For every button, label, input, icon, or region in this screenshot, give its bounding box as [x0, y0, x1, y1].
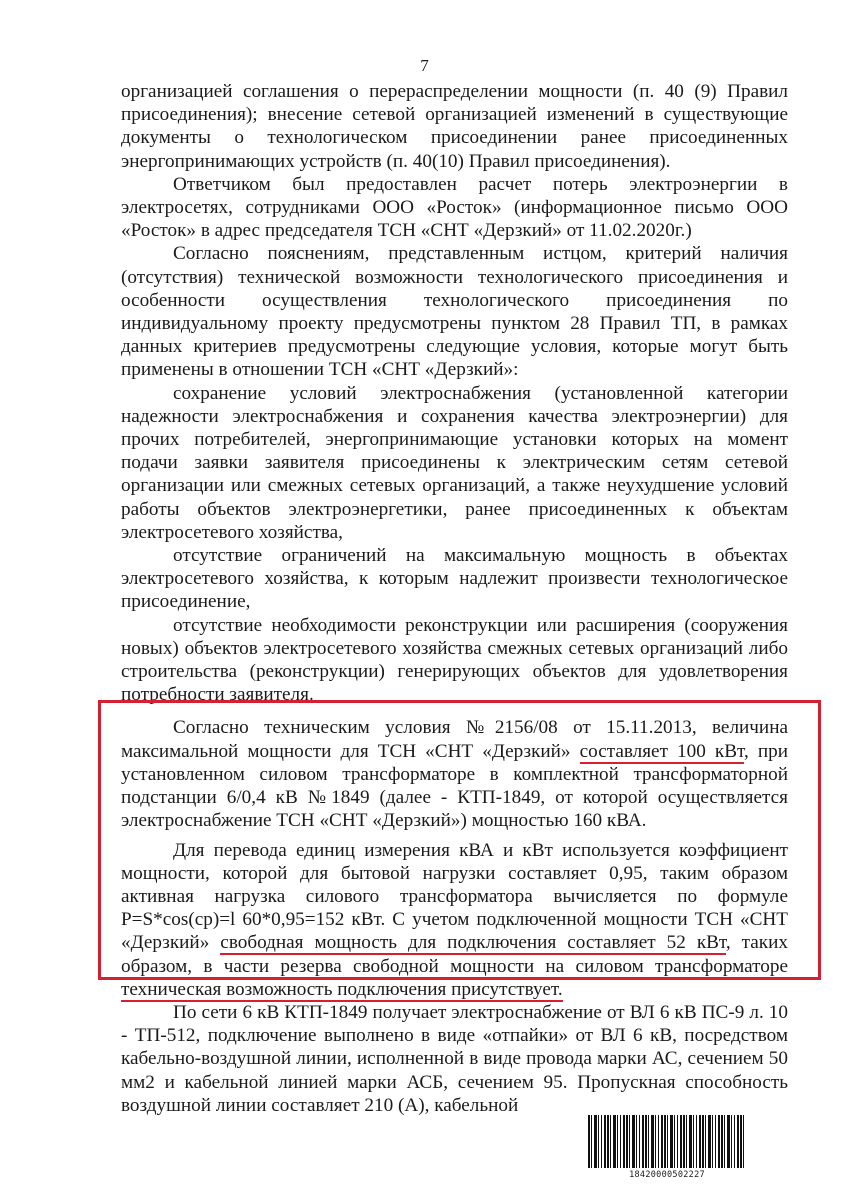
paragraph-2: Ответчиком был предоставлен расчет потерь электроэнергии в электросетях, сотрудниками ООО «Росток» (информационное письмо ООО «Росток» в адрес председателя ТСН «СНТ «Дерзкий» от 11.02.2020г.): [121, 173, 788, 242]
paragraph-4: сохранение условий электроснабжения (установленной категории надежности электроснабжения и сохранения качества электроэнергии) для прочих потребителей, энергопринимающие установки которых на момент подачи заявки заявителя присоединены к электрическим сетям сетевой организации или смежных сетевых организаций, а также неухудшение условий работы объектов электроэнергетики, ранее присоединенных к объектам электросетевого хозяйства,: [121, 382, 788, 543]
technical-possibility-underline: техническая возможность подключения присутствует.: [121, 978, 563, 1000]
paragraph-3: Согласно пояснениям, представленным истцом, критерий наличия (отсутствия) технической возможности технологического присоединения и особенности осуществления технологического присоединения по индивидуальному проекту предусмотрены пунктом 28 Правил ТП, в рамках данных критериев предусмотрены следующие условия, которые могут быть применены в отношении ТСН «СНТ «Дерзкий»:: [121, 243, 788, 381]
barcode-bars: [588, 1115, 746, 1168]
paragraph-8-text-b: , таких образом, в части резерва свободной мощности на силовом трансформаторе: [121, 932, 788, 977]
paragraph-8-text-a: Для перевода единиц измерения кВА и кВт используется коэффициент мощности, которой для бытовой нагрузки составляет 0,95, таким образом активная нагрузка силового трансформатора вычисляется по формуле P=S*cos(cp)=l 60*0,95=152 кВт. С учетом подключенной мощности ТСН «СНТ «Дерзкий»: [121, 839, 788, 954]
barcode-number: 18420000502227: [629, 1170, 705, 1180]
paragraph-7-text-a: Согласно техническим условия №2156/08 от 15.11.2013, величина максимальной мощности для ТСН «СНТ «Дерзкий»: [121, 717, 788, 762]
document-body: [121, 80, 788, 1117]
max-power-underline: составляет 100 кВт: [579, 740, 744, 762]
barcode: [588, 1115, 746, 1181]
paragraph-1: организацией соглашения о перераспределении мощности (п. 40 (9) Правил присоединения); внесение сетевой организацией изменений в существующие документы о технологическом присоединении ранее присоединенных энергопринимающих устройств (п. 40(10) Правил присоединения).: [121, 81, 788, 172]
paragraph-5: отсутствие ограничений на максимальную мощность в объектах электросетевого хозяйства, к которым надлежит произвести технологическое присоединение,: [121, 545, 788, 613]
paragraph-6: отсутствие необходимости реконструкции или расширения (сооружения новых) объектов электросетевого хозяйства смежных сетевых организаций либо строительства (реконструкции) генерирующих объектов для удовлетворения потребности заявителя.: [121, 614, 788, 706]
free-power-underline: свободная мощность для подключения составляет 52 кВт: [220, 932, 726, 954]
paragraph-8: [121, 839, 788, 1001]
paragraph-7-text-b: , при установленном силовом трансформаторе в комплектной трансформаторной подстанции 6/0,4 кВ №1849 (далее - КТП-1849, от которой осуществляется электроснабжение ТСН «СНТ «Дерзкий») мощностью 160 кВА.: [121, 740, 788, 832]
paragraph-7: [121, 716, 788, 832]
paragraph-9: По сети 6 кВ КТП-1849 получает электроснабжение от ВЛ 6 кВ ПС-9 л. 10 - ТП-512, подключение выполнено в виде «отпайки» от ВЛ 6 кВ, посредством кабельно-воздушной линии, исполненной в виде провода марки АС, сечением 50 мм2 и кабельной линией марки АСБ, сечением 95. Пропускная способность воздушной линии составляет 210 (А), кабельной: [121, 1001, 788, 1116]
page-number: 7: [420, 56, 429, 75]
